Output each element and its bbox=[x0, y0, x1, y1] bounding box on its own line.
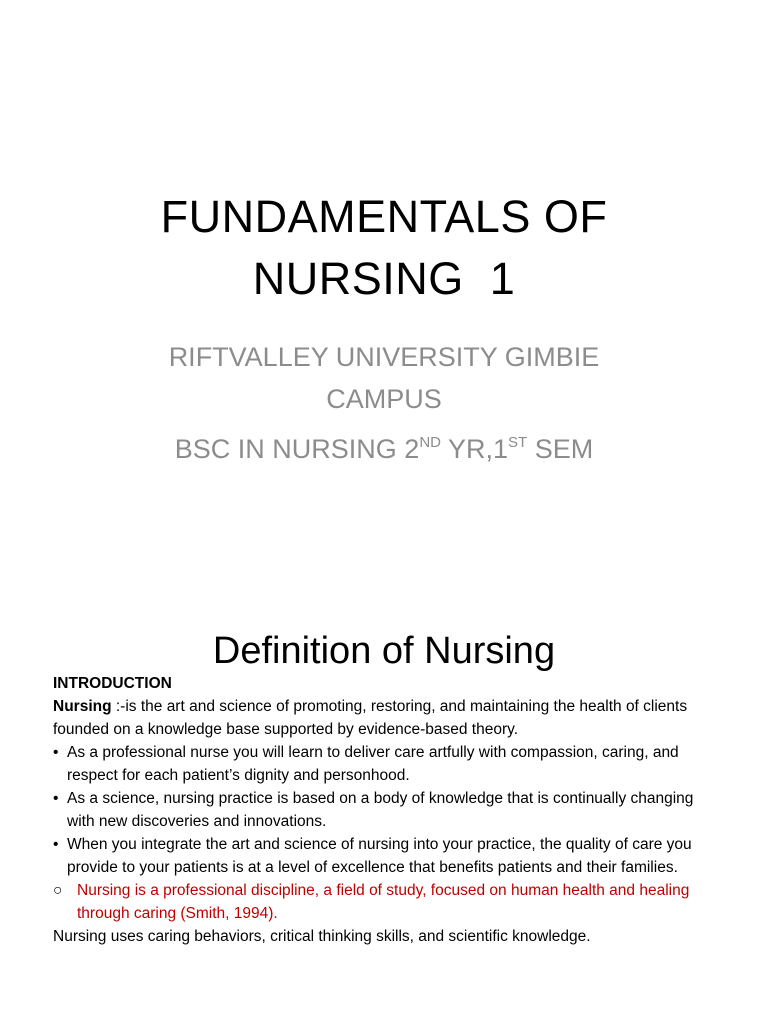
definition-text: :-is the art and science of promoting, restoring, and maintaining the health of clients founded on a knowledge base supported by evidence-based theory. bbox=[53, 698, 688, 738]
bullet-icon: • bbox=[53, 790, 59, 807]
highlight-text: Nursing is a professional discipline, a field of study, focused on human health and healing through caring (Smith, 1994). bbox=[77, 882, 690, 922]
bullet-item bbox=[53, 787, 713, 833]
bullet-icon: • bbox=[53, 836, 59, 853]
program-part-3: SEM bbox=[527, 434, 594, 464]
definition-term: Nursing bbox=[53, 698, 112, 715]
circle-bullet-icon: ○ bbox=[53, 882, 63, 899]
program-part-2: YR,1 bbox=[440, 434, 509, 464]
title-line-2: NURSING 1 bbox=[252, 253, 516, 304]
program-sup-2: ST bbox=[508, 434, 528, 451]
university-name bbox=[0, 336, 768, 420]
slide-heading: Definition of Nursing bbox=[212, 630, 556, 672]
university-line-1: RIFTVALLEY UNIVERSITY GIMBIE bbox=[168, 342, 600, 372]
slide-body bbox=[53, 672, 713, 948]
program-sup-1: ND bbox=[419, 434, 441, 451]
bullet-icon: • bbox=[53, 744, 59, 761]
program-line bbox=[0, 422, 768, 470]
bullet-item bbox=[53, 833, 713, 879]
university-line-2: CAMPUS bbox=[326, 384, 442, 414]
bullet-item bbox=[53, 741, 713, 787]
bullet-text: As a professional nurse you will learn to deliver care artfully with compassion, caring, and respect for each patient’s dignity and personhood. bbox=[67, 744, 679, 784]
highlight-item bbox=[53, 879, 713, 925]
bullet-text: As a science, nursing practice is based on a body of knowledge that is continually changing with new discoveries and innovations. bbox=[67, 790, 694, 830]
definition-slide bbox=[0, 576, 768, 1024]
title-line-1: FUNDAMENTALS OF bbox=[160, 191, 608, 242]
slide-title bbox=[0, 186, 768, 310]
closing-paragraph: Nursing uses caring behaviors, critical thinking skills, and scientific knowledge. bbox=[53, 928, 591, 945]
program-part-1: BSC IN NURSING 2 bbox=[174, 434, 420, 464]
bullet-text: When you integrate the art and science of nursing into your practice, the quality of care you provide to your patients is at a level of excellence that benefits patients and their families. bbox=[67, 836, 692, 876]
intro-label: INTRODUCTION bbox=[53, 675, 172, 692]
definition-paragraph bbox=[53, 695, 713, 741]
